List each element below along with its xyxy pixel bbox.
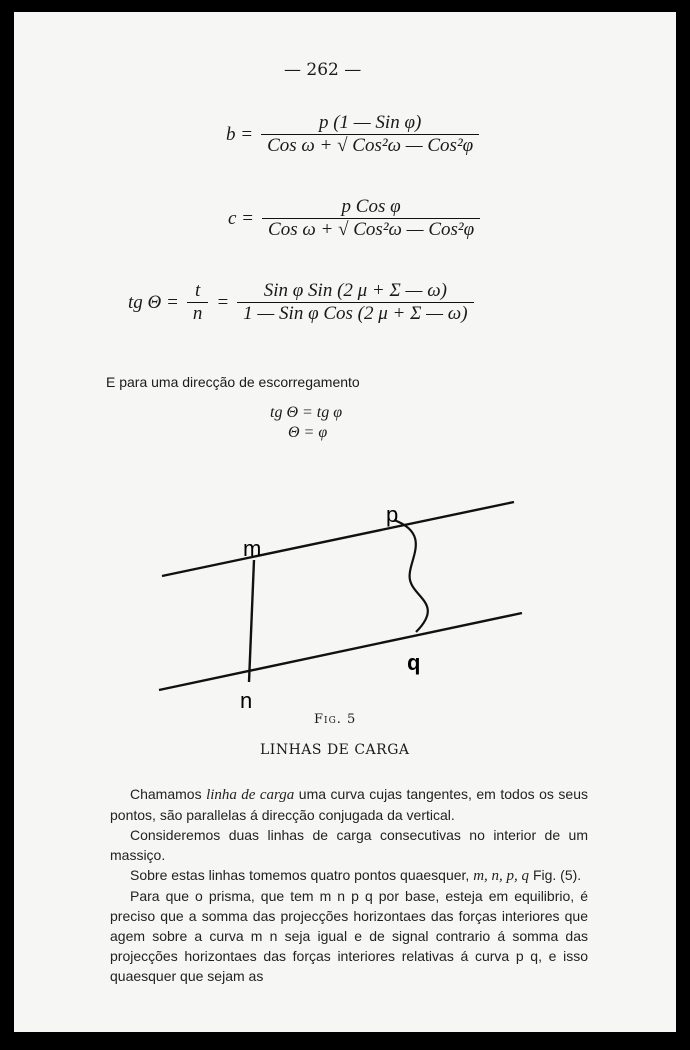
page-number: — 262 — <box>284 60 362 80</box>
equation-tg-lhs: tg Θ = <box>128 291 179 313</box>
segment-mn <box>249 560 254 682</box>
paragraph-4: Para que o prisma, que tem m n p q por base, esteja em equilibrio, é preciso que a somma das projecções horizontaes das forças interiores que agem sobre a curva m n seja igual e de signal contrario á somma das projecções horizontaes das forças interiores relativas á curva p q, e isso quaesquer que sejam as <box>110 888 588 984</box>
paragraph-3-text-cont: Fig. (5). <box>529 867 582 883</box>
equals-sign: = <box>216 291 230 313</box>
equation-direction-1: tg Θ = tg φ <box>270 404 343 421</box>
equation-tg-theta <box>128 280 474 325</box>
paragraph-2: Consideremos duas linhas de carga consecutivas no interior de um massiço. <box>110 827 588 863</box>
paragraph-3-text: Sobre estas linhas tomemos quatro pontos quaesquer, <box>130 867 474 883</box>
points-mnpq: m, n, p, q <box>473 868 530 884</box>
equation-direction-2: Θ = φ <box>288 424 328 441</box>
curve-pq <box>394 520 428 632</box>
body-text <box>110 784 588 986</box>
label-m: m <box>243 536 262 561</box>
label-q: q <box>407 650 421 675</box>
paragraph-1 <box>110 784 588 825</box>
term-linha-de-carga: linha de carga <box>206 787 295 803</box>
label-n: n <box>240 688 253 710</box>
label-p: p <box>386 502 399 527</box>
equation-tg-frac1-denominator: n <box>192 303 203 324</box>
equation-c <box>228 196 480 241</box>
paragraph-1-text-cont: uma curva cujas tangentes, em todos os seus pontos, são parallelas á direcção conjugada da vertical. <box>110 786 588 823</box>
equation-b-lhs: b = <box>226 123 254 145</box>
paragraph-3 <box>110 865 588 886</box>
equation-b-denominator: Cos ω + √ Cos²ω — Cos²φ <box>267 135 474 156</box>
section-title: LINHAS DE CARGA <box>260 742 410 758</box>
lower-load-line <box>159 613 522 690</box>
equation-b <box>226 112 479 157</box>
book-page <box>14 12 676 1032</box>
paragraph-1-text: Chamamos <box>130 786 207 802</box>
equation-tg-denominator: 1 — Sin φ Cos (2 μ + Σ — ω) <box>243 303 468 324</box>
upper-load-line <box>162 502 514 576</box>
equation-tg-frac1-numerator: t <box>194 280 201 301</box>
equation-c-lhs: c = <box>228 207 255 229</box>
intro-sentence: E para uma direcção de escorregamento <box>106 374 360 390</box>
figure-caption: Fig. 5 <box>314 712 357 727</box>
figure-5-diagram <box>14 480 676 710</box>
equation-c-denominator: Cos ω + √ Cos²ω — Cos²φ <box>268 219 475 240</box>
equation-c-numerator: p Cos φ <box>341 196 401 217</box>
equation-tg-numerator: Sin φ Sin (2 μ + Σ — ω) <box>263 280 447 301</box>
equation-b-numerator: p (1 — Sin φ) <box>318 112 422 133</box>
